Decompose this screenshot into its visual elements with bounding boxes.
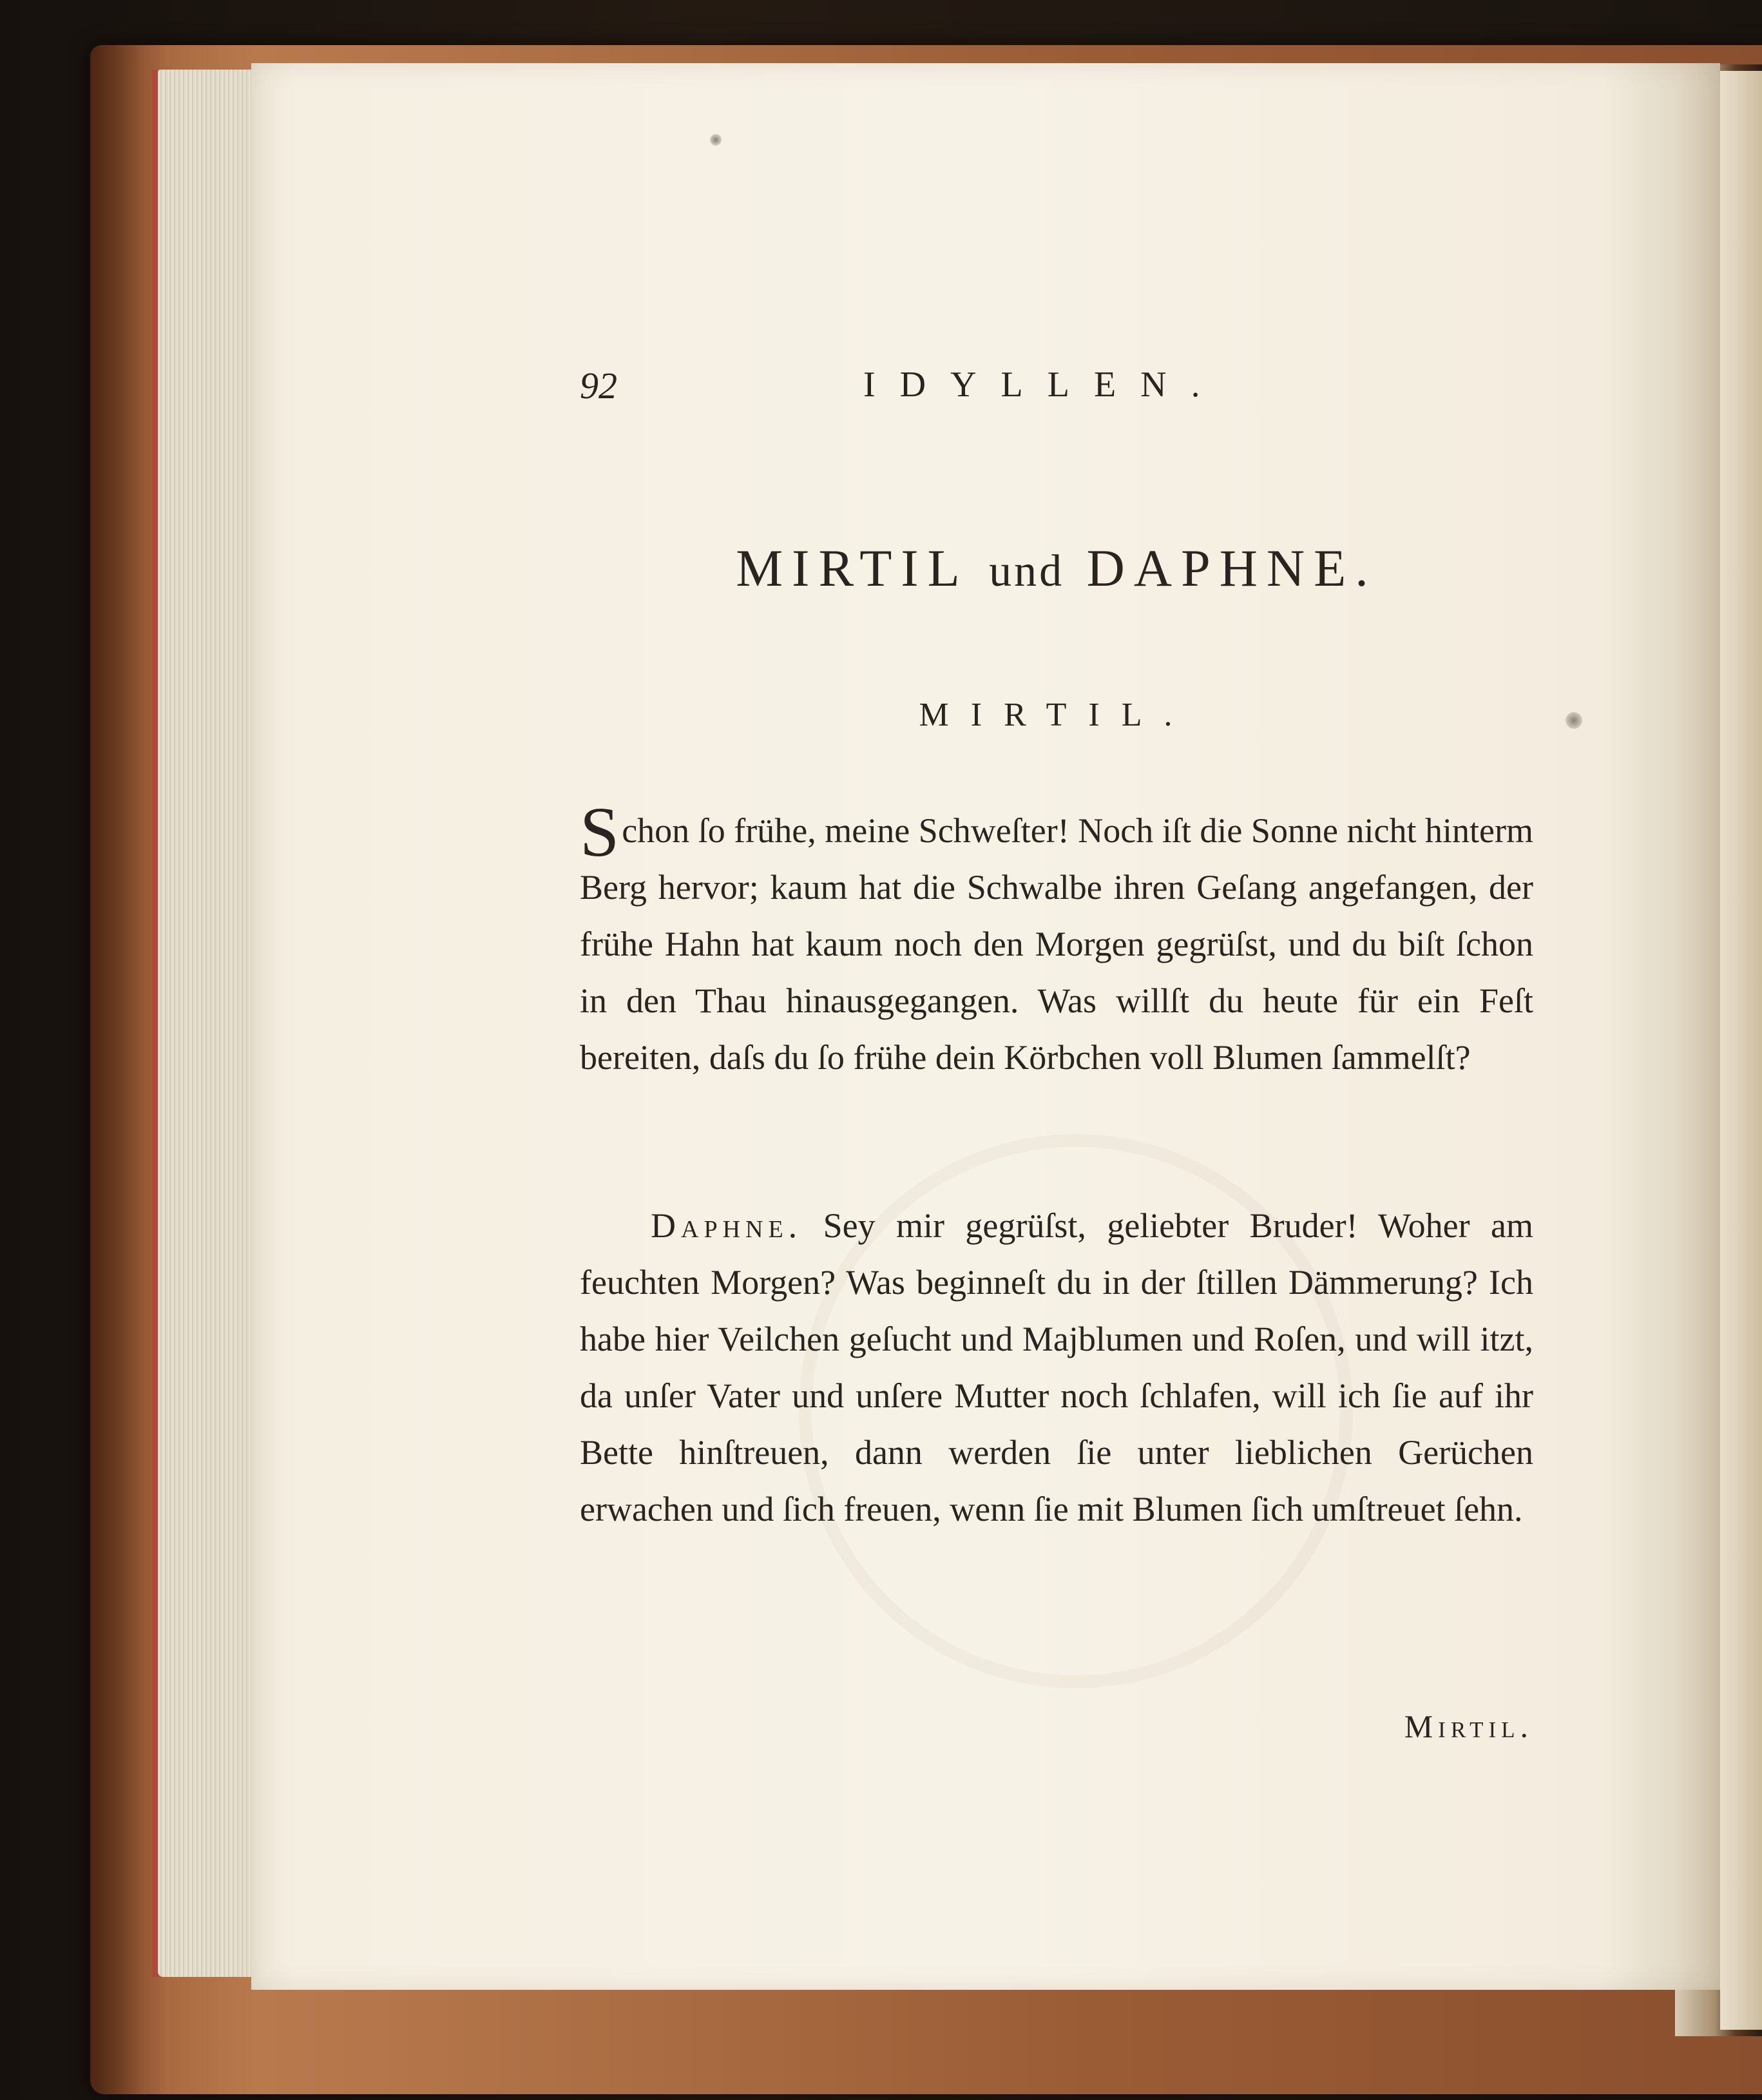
drop-cap: S bbox=[580, 793, 620, 871]
catchword: Mirtil. bbox=[1404, 1708, 1533, 1744]
running-head bbox=[580, 364, 1508, 416]
speaker-name: Daphne. bbox=[651, 1206, 803, 1245]
paragraph-mirtil bbox=[580, 793, 1533, 1086]
ink-speck bbox=[1566, 712, 1582, 729]
poem-title bbox=[580, 538, 1533, 599]
ink-speck bbox=[710, 134, 722, 146]
title-conjunction: und bbox=[989, 546, 1065, 596]
facing-page-edge bbox=[1720, 71, 1762, 2030]
page-block-edges bbox=[158, 70, 254, 1977]
title-name-daphne: DAPHNE. bbox=[1086, 539, 1377, 597]
paragraph-text: chon ſo frühe, meine Schweſter! Noch iſt die Sonne nicht hinterm Berg hervor; kaum hat die Schwalbe ihren Geſang angefangen, der frühe Hahn hat kaum noch den Morgen gegrüſst, und du biſt ſchon in den Thau hinausgegangen. Was willſt du heute für ein Feſt bereiten, daſs du ſo frühe dein Körbchen voll Blumen ſammelſt? bbox=[580, 811, 1533, 1077]
page-number: 92 bbox=[580, 365, 617, 407]
paragraph-daphne bbox=[580, 1197, 1533, 1537]
title-name-mirtil: MIRTIL bbox=[736, 539, 967, 597]
speaker-heading: MIRTIL. bbox=[919, 697, 1194, 733]
paragraph-text: Sey mir gegrüſst, geliebter Bruder! Woher am feuchten Morgen? Was beginneſt du in der ſtillen Dämmerung? Ich habe hier Veilchen geſucht und Majblumen und Roſen, und will itzt, da unſer Vater und unſere Mutter noch ſchlafen, will ich ſie auf ihr Bette hinſtreuen, dann werden ſie unter lieblichen Gerüchen erwachen und ſich freuen, wenn ſie mit Blumen ſich umſtreuet ſehn. bbox=[580, 1206, 1533, 1528]
running-title: IDYLLEN. bbox=[863, 365, 1225, 405]
